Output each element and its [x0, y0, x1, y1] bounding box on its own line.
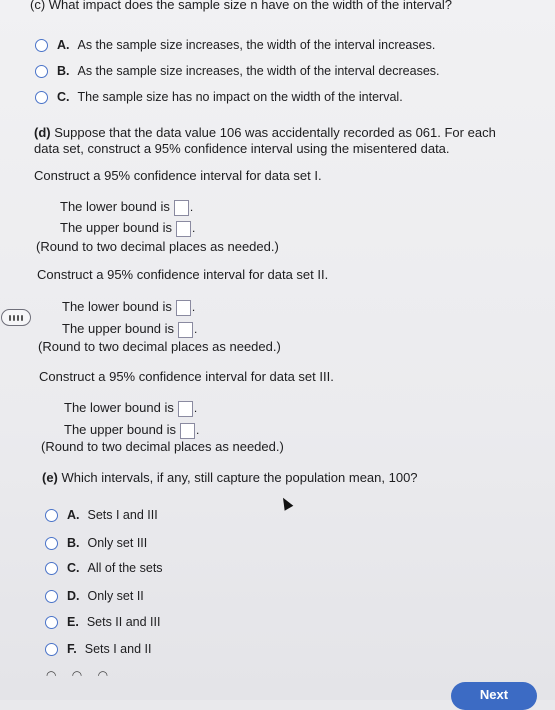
- part-e-option-e[interactable]: E. Sets II and III: [45, 615, 160, 629]
- radio-button[interactable]: [45, 590, 58, 603]
- set-2-upper-row: The upper bound is .: [62, 321, 198, 336]
- part-c-option-b[interactable]: B. As the sample size increases, the width of the interval decreases.: [35, 64, 440, 78]
- radio-button[interactable]: [45, 509, 58, 522]
- set-3-round-note: (Round to two decimal places as needed.): [41, 439, 284, 454]
- radio-button[interactable]: [35, 39, 48, 52]
- part-e-option-b[interactable]: B. Only set III: [45, 536, 147, 550]
- set-2-lower-row: The lower bound is .: [62, 299, 196, 314]
- radio-button[interactable]: [45, 616, 58, 629]
- mouse-pointer-icon: [279, 495, 294, 510]
- next-button[interactable]: Next: [451, 682, 537, 710]
- side-panel-handle-icon[interactable]: [1, 309, 31, 326]
- set-3-lower-input[interactable]: [178, 401, 193, 417]
- set-2-lower-input[interactable]: [176, 300, 191, 316]
- set-1-round-note: (Round to two decimal places as needed.): [36, 239, 279, 254]
- set-2-round-note: (Round to two decimal places as needed.): [38, 339, 281, 354]
- set-1-lower-row: The lower bound is .: [60, 199, 194, 214]
- radio-button[interactable]: [35, 91, 48, 104]
- cut-off-option-icon: ◠ ◠ ◠: [46, 668, 115, 682]
- part-e-option-f[interactable]: F. Sets I and II: [45, 642, 151, 656]
- set-3-lower-row: The lower bound is .: [64, 400, 198, 415]
- part-c-option-a[interactable]: A. As the sample size increases, the width of the interval increases.: [35, 38, 435, 52]
- set-2-upper-input[interactable]: [178, 322, 193, 338]
- part-e-option-a[interactable]: A. Sets I and III: [45, 508, 158, 522]
- set-2-prompt: Construct a 95% confidence interval for data set II.: [37, 267, 329, 282]
- set-1-upper-row: The upper bound is .: [60, 220, 196, 235]
- part-c-question: (c) What impact does the sample size n have on the width of the interval?: [30, 0, 452, 12]
- radio-button[interactable]: [35, 65, 48, 78]
- set-3-upper-input[interactable]: [180, 423, 195, 439]
- part-e-option-c[interactable]: C. All of the sets: [45, 561, 163, 575]
- radio-button[interactable]: [45, 537, 58, 550]
- radio-button[interactable]: [45, 562, 58, 575]
- set-1-lower-input[interactable]: [174, 200, 189, 216]
- set-3-upper-row: The upper bound is .: [64, 422, 200, 437]
- part-c-option-c[interactable]: C. The sample size has no impact on the width of the interval.: [35, 90, 403, 104]
- set-3-prompt: Construct a 95% confidence interval for data set III.: [39, 369, 334, 384]
- set-1-upper-input[interactable]: [176, 221, 191, 237]
- part-e-option-d[interactable]: D. Only set II: [45, 589, 144, 603]
- radio-button[interactable]: [45, 643, 58, 656]
- part-e-question: (e) Which intervals, if any, still capture the population mean, 100?: [42, 470, 418, 485]
- set-1-prompt: Construct a 95% confidence interval for data set I.: [34, 168, 322, 183]
- part-d-intro-line2: data set, construct a 95% confidence interval using the misentered data.: [34, 141, 450, 156]
- part-d-intro: (d) Suppose that the data value 106 was accidentally recorded as 061. For each: [34, 125, 496, 140]
